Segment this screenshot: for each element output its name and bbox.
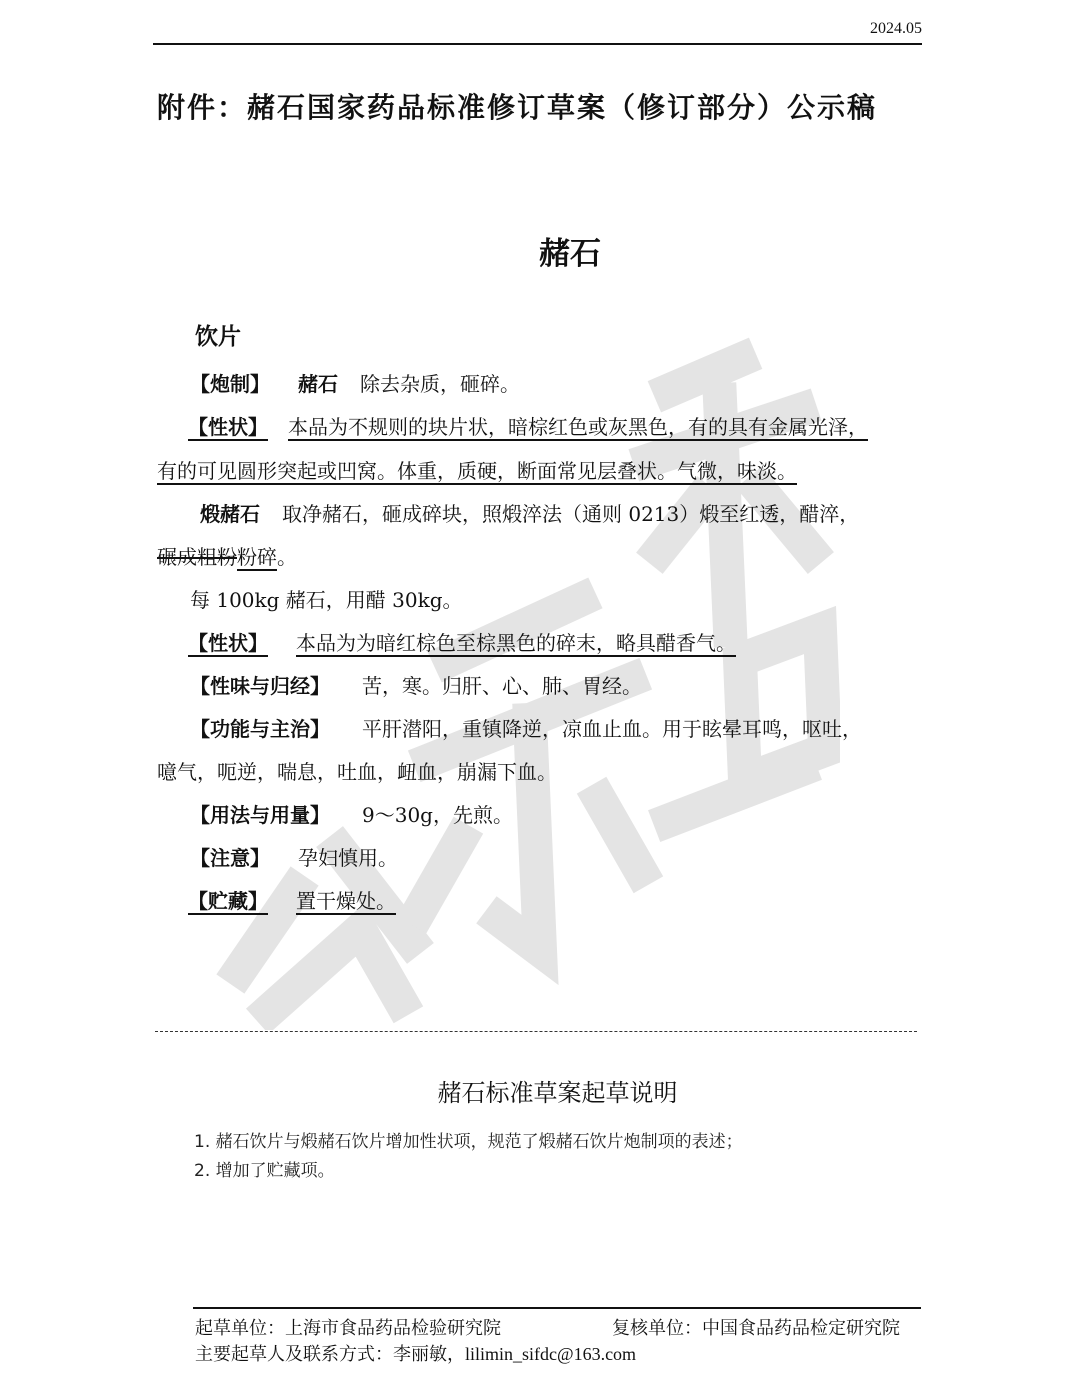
meridian-label: 【性味与归经】 (190, 674, 330, 698)
calcined-name: 煅赭石 (200, 502, 260, 526)
contact-line (195, 1340, 636, 1366)
processing-label: 【炮制】 (190, 372, 270, 396)
inserted-text: 粉碎 (237, 545, 277, 569)
dosage-line (190, 803, 513, 827)
note-item-1: 1. 赭石饮片与煅赭石饮片增加性状项，规范了煅赭石饮片炮制项的表述； (194, 1132, 743, 1152)
calcined-ratio: 每 100kg 赭石，用醋 30kg。 (190, 588, 463, 612)
caution-label: 【注意】 (190, 846, 270, 870)
calcined-line1 (200, 502, 859, 526)
calcined-end-punct: 。 (277, 545, 297, 569)
dosage-label: 【用法与用量】 (190, 803, 330, 827)
meridian-line (190, 674, 642, 698)
caution-text: 孕妇慎用。 (298, 846, 398, 870)
storage-text: 置干燥处。 (296, 889, 396, 913)
processing-item-name: 赭石 (298, 372, 338, 396)
footer-divider (193, 1307, 921, 1309)
deleted-text: 碾成粗粉 (157, 545, 237, 569)
character1-text-line1: 本品为不规则的块片状，暗棕红色或灰黑色，有的具有金属光泽， (288, 415, 868, 439)
document-title: 附件：赭石国家药品标准修订草案（修订部分）公示稿 (157, 91, 878, 124)
dosage-text: 9～30g，先煎。 (362, 803, 513, 827)
character1-line2 (157, 459, 797, 483)
character2-line (188, 631, 736, 655)
meridian-text: 苦，寒。归肝、心、肺、胃经。 (362, 674, 642, 698)
processing-item-text: 除去杂质，砸碎。 (360, 372, 520, 396)
character1-label: 【性状】 (188, 415, 268, 439)
drafting-unit: 起草单位：上海市食品药品检验研究院 (195, 1318, 501, 1339)
character1-line1 (188, 415, 868, 439)
review-unit: 复核单位：中国食品药品检定研究院 (612, 1318, 900, 1339)
header-date: 2024.05 (870, 20, 922, 37)
contact-email: lilimin_sifdc@163.com (465, 1344, 637, 1364)
notes-title: 赭石标准草案起草说明 (437, 1079, 678, 1107)
calcined-line2 (157, 545, 297, 569)
character2-text: 本品为为暗红棕色至棕黑色的碎末，略具醋香气。 (296, 631, 736, 655)
function-text-line1: 平肝潜阳，重镇降逆，凉血止血。用于眩晕耳鸣，呕吐， (362, 717, 862, 741)
note-item-2: 2. 增加了贮藏项。 (194, 1161, 335, 1181)
page-title: 赭石 (539, 236, 601, 272)
caution-line (190, 846, 398, 870)
storage-label: 【贮藏】 (188, 889, 268, 913)
function-label: 【功能与主治】 (190, 717, 330, 741)
character1-text-line2: 有的可见圆形突起或凹窝。体重，质硬，断面常见层叠状。气微，味淡。 (157, 459, 797, 483)
function-text-line2: 噫气，呃逆，喘息，吐血，衄血，崩漏下血。 (157, 760, 557, 784)
top-divider (153, 43, 922, 45)
section-heading-yinpian: 饮片 (195, 323, 241, 350)
function-line1 (190, 717, 862, 741)
character2-label: 【性状】 (188, 631, 268, 655)
calcined-text-line1: 取净赭石，砸成碎块，照煅淬法（通则 0213）煅至红透，醋淬， (282, 502, 860, 526)
dashed-divider (155, 1031, 917, 1032)
processing-line (190, 372, 520, 396)
contact-label: 主要起草人及联系方式：李丽敏， (195, 1344, 465, 1365)
storage-line (188, 889, 396, 913)
